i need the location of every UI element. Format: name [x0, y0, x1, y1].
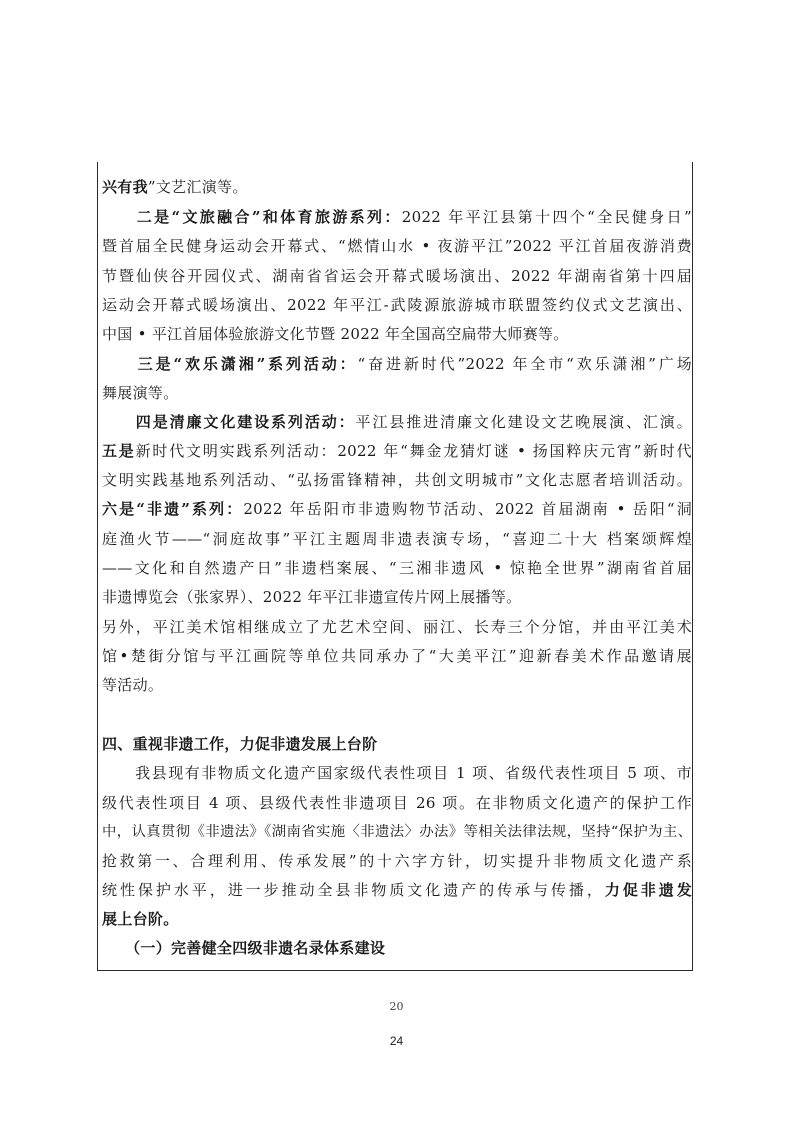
text-line: 六是“非遗”系列：2022 年岳阳市非遗购物节活动、2022 首届湖南 • 岳阳“洞 — [102, 500, 692, 518]
text-line: 抢救第一、合理利用、传承发展”的十六字方针，切实提升非物质文化遗产系 — [102, 852, 692, 870]
text-line: 中，认真贯彻《非遗法》《湖南省实施〈非遗法〉办法》等相关法律法规，坚持“保护为主、 — [102, 824, 692, 840]
text-line: 庭渔火节——“洞庭故事”平江主题周非遗表演专场，“喜迎二十大 档案颂辉煌 — [102, 530, 692, 548]
text-line: 节暨仙侠谷开园仪式、湖南省省运会开幕式暖场演出、2022 年湖南省第十四届 — [102, 267, 692, 285]
subsection-heading: （一）完善健全四级非遗名录体系建设 — [102, 939, 386, 957]
text-line: 舞展演等。 — [102, 384, 179, 402]
text-line: 三是“欢乐潇湘”系列活动：“奋进新时代”2022 年全市“欢乐潇湘”广场 — [102, 355, 692, 373]
text-line: ——文化和自然遗产日”非遗档案展、“三湘非遗风 • 惊艳全世界”湖南省首届 — [102, 559, 692, 577]
text-line: 兴有我”文艺汇演等。 — [102, 178, 248, 196]
text-line: 等活动。 — [102, 676, 164, 694]
text-line: 展上台阶。 — [102, 910, 179, 928]
text-line: 四是清廉文化建设系列活动：平江县推进清廉文化建设文艺晚展演、汇演。 — [102, 413, 692, 431]
text-line: 级代表性项目 4 项、县级代表性非遗项目 26 项。在非物质文化遗产的保护工作 — [102, 794, 692, 812]
text-line: 二是“文旅融合”和体育旅游系列：2022 年平江县第十四个“全民健身日” — [102, 208, 692, 226]
text-line: 另外，平江美术馆相继成立了尤艺术空间、丽江、长寿三个分馆，并由平江美术 — [102, 618, 692, 636]
text-line: 文明实践基地系列活动、“弘扬雷锋精神，共创文明城市”文化志愿者培训活动。 — [102, 471, 692, 489]
text-line: 馆•楚街分馆与平江画院等单位共同承办了“大美平江”迎新春美术作品邀请展 — [102, 647, 692, 665]
text-line: 我县现有非物质文化遗产国家级代表性项目 1 项、省级代表性项目 5 项、市 — [102, 764, 692, 782]
page-number-inner: 20 — [389, 1000, 404, 1013]
text-line: 非遗博览会（张家界）、2022 年平江非遗宣传片网上展播等。 — [102, 588, 522, 606]
text-line: 暨首届全民健身运动会开幕式、“燃情山水 • 夜游平江”2022 平江首届夜游消费 — [102, 237, 692, 255]
section-heading: 四、重视非遗工作，力促非遗发展上台阶 — [102, 735, 378, 753]
text-line: 中国 • 平江首届体验旅游文化节暨 2022 年全国高空扁带大师赛等。 — [102, 325, 569, 343]
text-line: 五是新时代文明实践系列活动：2022 年“舞金龙猜灯谜 • 扬国粹庆元宵”新时代 — [102, 442, 692, 460]
page-number-outer: 24 — [389, 1034, 404, 1048]
text-line: 统性保护水平，进一步推动全县非物质文化遗产的传承与传播，力促非遗发 — [102, 881, 692, 899]
text-line: 运动会开幕式暖场演出、2022 年平江-武陵源旅游城市联盟签约仪式文艺演出、 — [102, 296, 692, 314]
